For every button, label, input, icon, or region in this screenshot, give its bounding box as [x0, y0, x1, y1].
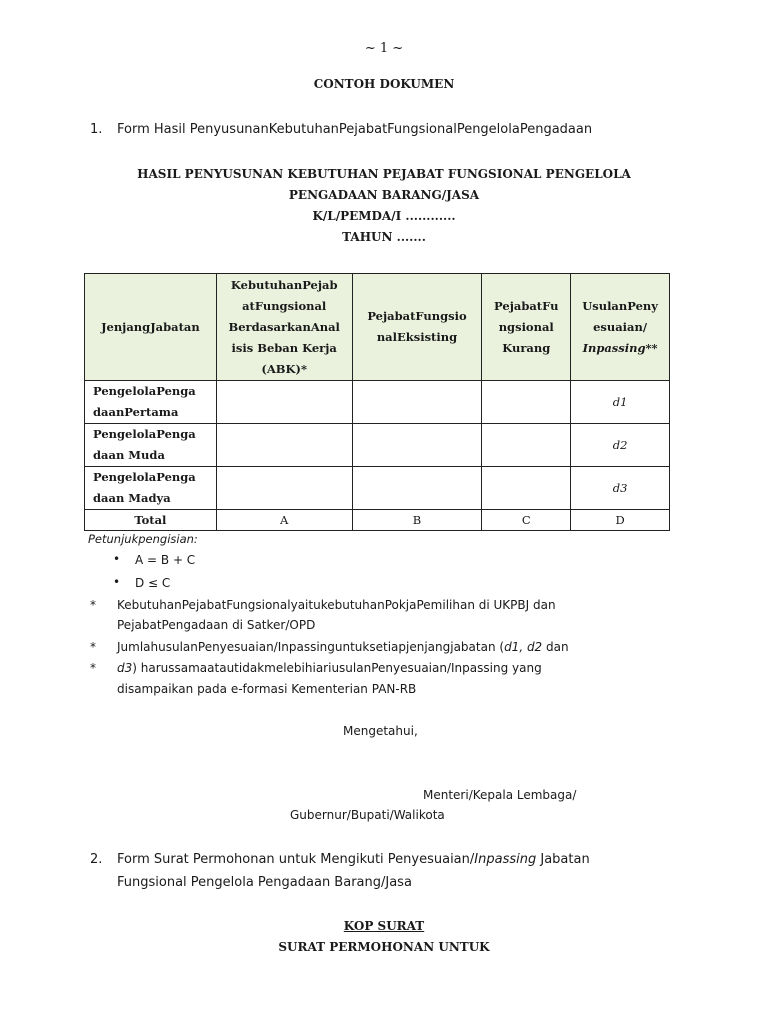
- header-kebutuhan-abk: KebutuhanPejab atFungsional BerdasarkanAnal isis Beban Kerja (ABK)*: [216, 274, 352, 381]
- section-2-heading-line-2: Fungsional Pengelola Pengadaan Barang/Jasa: [117, 875, 412, 890]
- bullet-dot-icon: •: [113, 575, 121, 589]
- instruction-bullet-2: D ≤ C: [135, 576, 171, 590]
- table-cell: [482, 467, 571, 510]
- instructions-heading: Petunjukpengisian:: [88, 532, 198, 546]
- note-3-line-2: disampaikan pada e-formasi Kementerian PAN-RB: [117, 682, 417, 696]
- table-cell: [352, 467, 482, 510]
- table-cell: [482, 424, 571, 467]
- report-title-line-3: K/L/PEMDA/I ............: [312, 209, 456, 223]
- section-2-heading: Form Surat Permohonan untuk Mengikuti Penyesuaian/Inpassing Jabatan: [117, 852, 590, 867]
- table-cell: [352, 424, 482, 467]
- usulan-cell: d2: [571, 424, 670, 467]
- signature-line-1: Menteri/Kepala Lembaga/: [423, 788, 577, 802]
- section-2-number: 2.: [90, 852, 103, 867]
- table-row: [85, 381, 670, 424]
- header-pejabat-kurang: PejabatFu ngsional Kurang: [482, 274, 571, 381]
- note-3-text: d3) harussamaatautidakmelebihiariusulanPenyesuaian/Inpassing yang: [117, 661, 542, 675]
- table-total-row: [85, 510, 670, 531]
- letter-title: SURAT PERMOHONAN UNTUK: [278, 940, 490, 954]
- note-1-line-1: KebutuhanPejabatFungsionalyaitukebutuhanPokjaPemilihan di UKPBJ dan: [117, 598, 556, 612]
- document-title: CONTOH DOKUMEN: [313, 77, 455, 91]
- note-2-text: JumlahusulanPenyesuaian/Inpassinguntuksetiapjenjangjabatan (d1, d2 dan: [117, 640, 569, 654]
- total-c: C: [482, 510, 571, 531]
- table-row: [85, 467, 670, 510]
- total-b: B: [352, 510, 482, 531]
- table-cell: [352, 381, 482, 424]
- report-title-line-2: PENGADAAN BARANG/JASA: [288, 188, 480, 202]
- total-d: D: [571, 510, 670, 531]
- note-2-marker: *: [90, 640, 96, 654]
- note-1-marker: *: [90, 598, 96, 612]
- mengetahui-label: Mengetahui,: [343, 724, 418, 738]
- usulan-cell: d3: [571, 467, 670, 510]
- section-1-heading: Form Hasil PenyusunanKebutuhanPejabatFungsionalPengelolaPengadaan: [117, 122, 593, 137]
- table-row: [85, 424, 670, 467]
- header-usulan-inpassing: UsulanPeny esuaian/ Inpassing**: [571, 274, 670, 381]
- header-jenjang-jabatan: JenjangJabatan: [85, 274, 217, 381]
- row-label: PengelolaPenga daan Madya: [85, 467, 217, 510]
- section-1-number: 1.: [90, 122, 103, 137]
- note-3-marker: *: [90, 661, 96, 675]
- instruction-bullet-1: A = B + C: [135, 553, 196, 567]
- row-label: PengelolaPenga daan Muda: [85, 424, 217, 467]
- row-label: PengelolaPenga daanPertama: [85, 381, 217, 424]
- needs-table: [84, 273, 670, 531]
- report-title-line-4: TAHUN .......: [342, 230, 426, 244]
- total-a: A: [216, 510, 352, 531]
- signature-line-2: Gubernur/Bupati/Walikota: [290, 808, 445, 822]
- kop-surat: KOP SURAT: [343, 919, 425, 933]
- bullet-dot-icon: •: [113, 552, 121, 566]
- table-cell: [482, 381, 571, 424]
- table-header-row: [85, 274, 670, 381]
- header-pejabat-eksisting: PejabatFungsio nalEksisting: [352, 274, 482, 381]
- table-cell: [216, 424, 352, 467]
- total-label: Total: [85, 510, 217, 531]
- note-1-line-2: PejabatPengadaan di Satker/OPD: [117, 618, 316, 632]
- table-cell: [216, 381, 352, 424]
- page-number: ~ 1 ~: [364, 41, 404, 56]
- table-cell: [216, 467, 352, 510]
- report-title-line-1: HASIL PENYUSUNAN KEBUTUHAN PEJABAT FUNGSIONAL PENGELOLA: [137, 167, 631, 181]
- usulan-cell: d1: [571, 381, 670, 424]
